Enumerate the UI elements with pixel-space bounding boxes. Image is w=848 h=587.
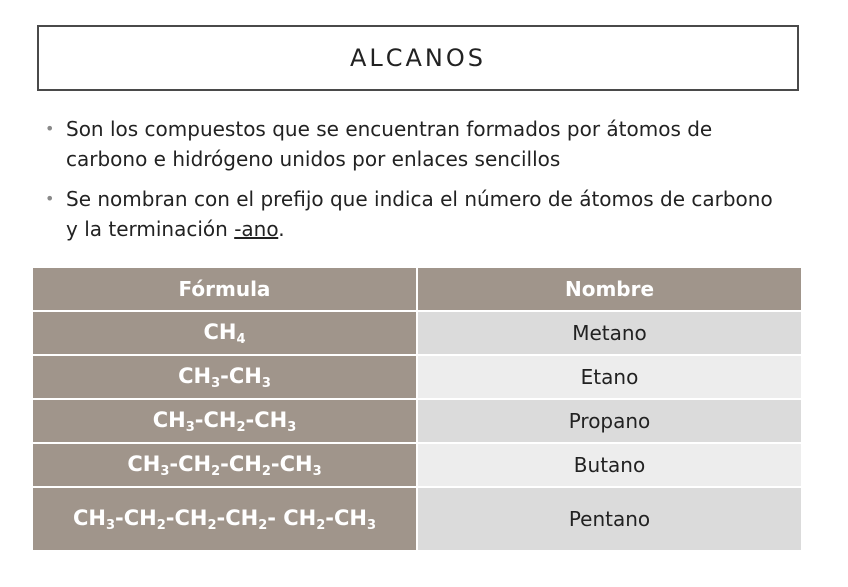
bullet-dot-icon: •: [45, 119, 55, 138]
bullet-dot-icon: •: [45, 189, 55, 208]
bullet-text: Son los compuestos que se encuentran formados por átomos de carbono e hidrógeno unidos por enlaces sencillos: [66, 117, 713, 171]
formula-text: CH: [178, 363, 212, 388]
formula-cell: [32, 355, 417, 399]
formula-subscript: 3: [367, 517, 377, 533]
bullet-list: [44, 114, 784, 254]
bullet-text: Se nombran con el prefijo que indica el número de átomos de carbono y la terminación: [66, 187, 773, 241]
formula-subscript: 3: [105, 517, 115, 533]
bullet-item: [44, 184, 784, 244]
name-cell: Metano: [417, 311, 802, 355]
formula-text: -CH: [194, 407, 237, 432]
formula-text: -CH: [325, 505, 367, 530]
header-nombre: Nombre: [417, 267, 802, 311]
formula-subscript: 3: [211, 375, 221, 391]
formula-text: CH: [127, 451, 161, 476]
formula-subscript: 2: [211, 463, 221, 479]
formula-text: -CH: [245, 407, 288, 432]
formula-cell: [32, 487, 417, 551]
formula-subscript: 2: [236, 419, 246, 435]
formula-subscript: 2: [316, 517, 326, 533]
name-cell: Pentano: [417, 487, 802, 551]
table-row: [32, 487, 802, 551]
suffix-ano: -ano: [234, 217, 279, 241]
formula-cell: [32, 399, 417, 443]
table-header-row: [32, 267, 802, 311]
name-cell: Butano: [417, 443, 802, 487]
formula-text: -CH: [114, 505, 157, 530]
formula-subscript: 3: [287, 419, 297, 435]
header-formula: Fórmula: [32, 267, 417, 311]
formula-subscript: 2: [156, 517, 166, 533]
formula-text: -CH: [169, 451, 212, 476]
formula-subscript: 2: [258, 517, 268, 533]
name-cell: Etano: [417, 355, 802, 399]
formula-cell: [32, 443, 417, 487]
formula-subscript: 3: [185, 419, 195, 435]
name-cell: Propano: [417, 399, 802, 443]
table-row: [32, 311, 802, 355]
table-row: [32, 443, 802, 487]
formula-text: CH: [152, 407, 186, 432]
formula-text: -CH: [220, 363, 262, 388]
formula-text: CH: [203, 319, 237, 344]
formula-text: -CH: [216, 505, 259, 530]
formula-cell: [32, 311, 417, 355]
slide-title-box: [37, 25, 799, 91]
formula-text: -CH: [165, 505, 208, 530]
table-row: [32, 355, 802, 399]
slide-title: ALCANOS: [349, 44, 487, 72]
formula-subscript: 3: [261, 375, 271, 391]
table-row: [32, 399, 802, 443]
bullet-text-end: .: [278, 217, 285, 241]
alkanes-table: [31, 266, 803, 552]
formula-subscript: 4: [236, 331, 246, 347]
formula-text: CH: [72, 505, 106, 530]
formula-text: -CH: [220, 451, 262, 476]
formula-text: - CH: [267, 505, 317, 530]
formula-subscript: 2: [261, 463, 271, 479]
formula-subscript: 3: [160, 463, 170, 479]
formula-subscript: 2: [207, 517, 217, 533]
formula-text: -CH: [270, 451, 313, 476]
bullet-item: [44, 114, 784, 174]
formula-subscript: 3: [312, 463, 322, 479]
